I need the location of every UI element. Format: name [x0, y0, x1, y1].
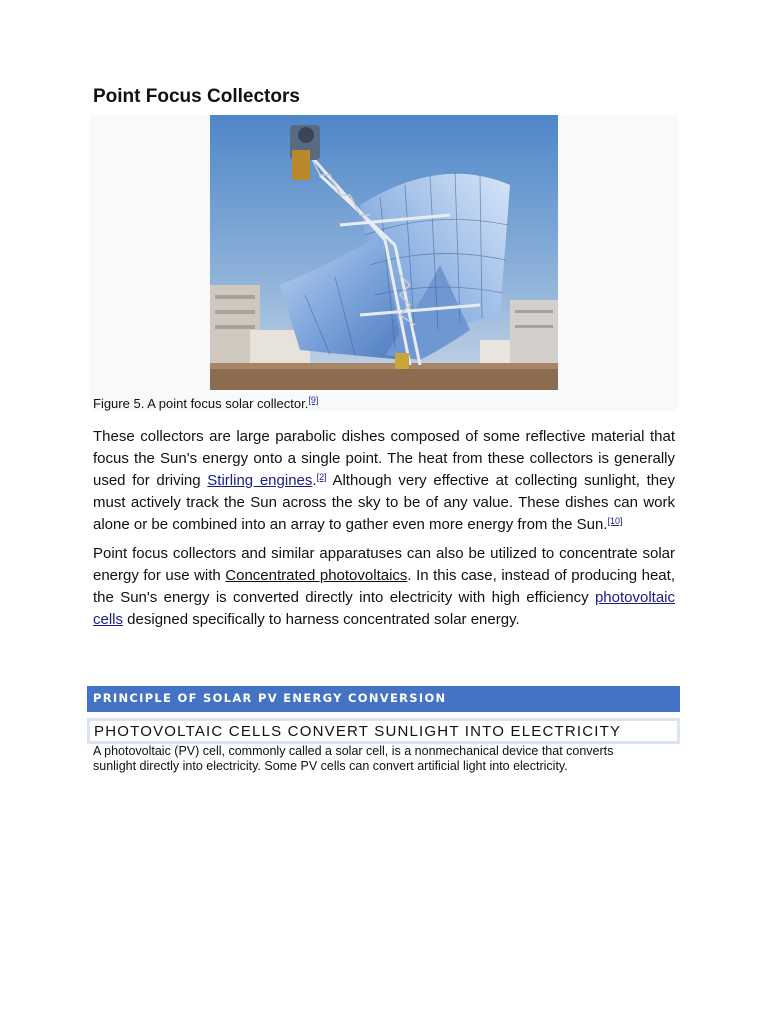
solar-dish-photo [210, 115, 558, 390]
citation-link-2[interactable]: [2] [316, 472, 327, 482]
pv-description: A photovoltaic (PV) cell, commonly called a solar cell, is a nonmechanical device that converts sunlight directly into electricity. Some PV cells can convert artificial light into electricity. [93, 744, 614, 773]
paragraph-1-text-c: Although very effective at collecting sunlight, they must actively track the Sun across the sky to be of any value. These dishes can work alone or be combined into an array to gather even more energy from the Sun. [93, 472, 675, 533]
paragraph-1-text-b: . [312, 472, 317, 489]
figure [90, 115, 678, 411]
principle-section-bar: PRINCIPLE OF SOLAR PV ENERGY CONVERSION [87, 686, 680, 712]
paragraph-2 [93, 543, 675, 631]
paragraph-2-text-b: . In this case, instead of producing heat, the Sun's energy is converted directly into electricity with high efficiency [93, 567, 675, 606]
citation-link-10[interactable]: [10] [607, 516, 623, 526]
caption-text: Figure 5. A point focus solar collector. [93, 396, 309, 411]
stirling-engines-link[interactable]: Stirling engines [207, 472, 313, 489]
figure-caption [93, 396, 318, 411]
citation-link-9[interactable]: [9] [308, 395, 319, 405]
pv-subheading: PHOTOVOLTAIC CELLS CONVERT SUNLIGHT INTO ELECTRICITY [87, 718, 680, 744]
concentrated-photovoltaics-link[interactable]: Concentrated photovoltaics [225, 567, 408, 584]
paragraph-2-text-a: Point focus collectors and similar apparatuses can also be utilized to concentrate solar energy for use with [93, 545, 675, 584]
paragraph-1-text-a: These collectors are large parabolic dishes composed of some reflective material that focus the Sun's energy onto a single point. The heat from these collectors is generally used for driving [93, 428, 675, 489]
paragraph-1 [93, 426, 675, 536]
photovoltaic-cells-link[interactable]: photovoltaic cells [93, 589, 675, 628]
section-title: Point Focus Collectors [93, 86, 300, 107]
paragraph-2-text-c: designed specifically to harness concentrated solar energy. [123, 611, 520, 628]
